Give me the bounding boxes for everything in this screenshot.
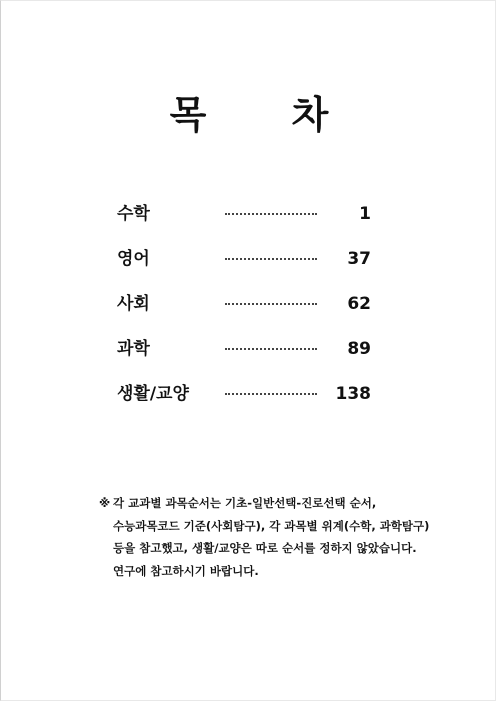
footnote-text: 각 교과별 과목순서는 기초-일반선택-진로선택 순서, [113, 496, 377, 510]
toc-leader-dots [225, 348, 317, 350]
toc-entry-math [117, 197, 375, 242]
toc-leader-dots [225, 303, 317, 305]
toc-entry-label: 영어 [117, 249, 150, 269]
toc-entry-science [117, 332, 375, 377]
toc-entry-social [117, 287, 375, 332]
footnote-line: 연구에 참고하시기 바랍니다. [113, 563, 259, 578]
toc-entry-page: 1 [359, 204, 371, 224]
toc-leader-dots [225, 393, 317, 395]
footnote [99, 492, 459, 582]
toc-entry-english [117, 242, 375, 287]
toc-entry-label: 사회 [117, 294, 150, 314]
footnote-line: 등을 참고했고, 생활/교양은 따로 순서를 정하지 않았습니다. [113, 541, 417, 555]
toc-entry-page: 37 [347, 249, 371, 269]
toc-entry-page: 62 [347, 294, 371, 314]
toc-entry-page: 89 [347, 339, 371, 359]
reference-mark-icon: ※ [99, 496, 111, 510]
footnote-line: 수능과목코드 기준(사회탐구), 각 과목별 위계(수학, 과학탐구) [113, 518, 430, 533]
toc-leader-dots [225, 213, 317, 215]
toc-leader-dots [225, 258, 317, 260]
toc-entry-label: 생활/교양 [117, 384, 189, 404]
toc-entry-label: 수학 [117, 204, 150, 224]
toc-entry-page: 138 [335, 384, 371, 404]
toc-entry-label: 과학 [117, 339, 150, 359]
footnote-line [99, 492, 459, 515]
toc-entry-life-culture [117, 377, 375, 422]
page-title: 목 차 [169, 93, 365, 137]
table-of-contents [117, 197, 375, 422]
